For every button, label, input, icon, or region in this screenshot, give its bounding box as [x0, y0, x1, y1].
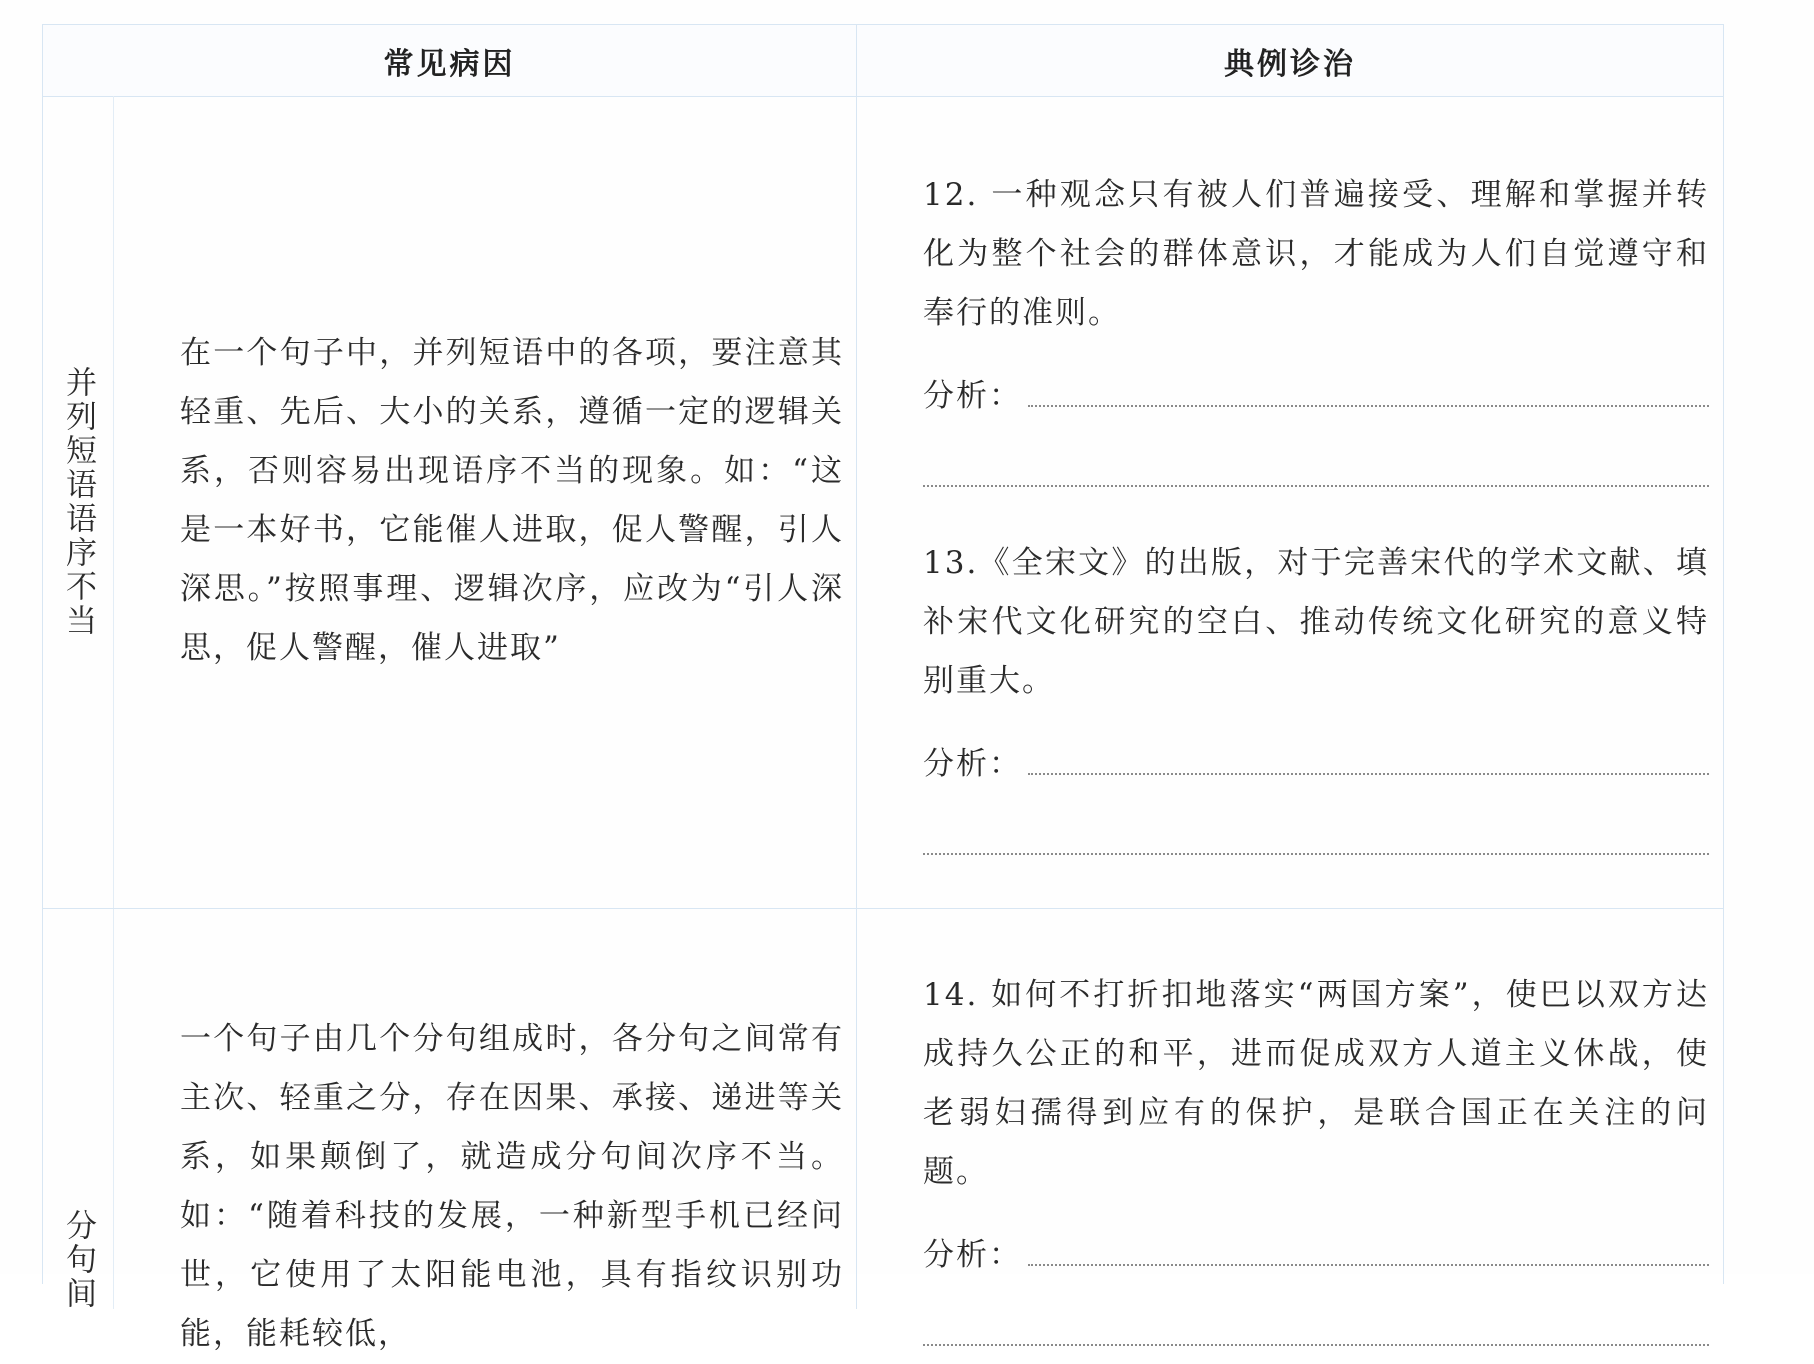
example-question: 13.《全宋文》的出版，对于完善宋代的学术文献、填补宋代文化研究的空白、推动传统文化研究的意义特别重大。	[923, 545, 1709, 699]
answer-line[interactable]	[923, 415, 1709, 487]
analysis-label: 分析：	[923, 1237, 1022, 1273]
answer-line[interactable]	[923, 1274, 1709, 1346]
explanation-cell	[114, 909, 857, 1352]
analysis-label: 分析：	[923, 378, 1022, 414]
category-cell	[43, 909, 114, 1309]
table-row	[43, 909, 1723, 1352]
answer-line[interactable]	[1028, 405, 1709, 407]
answer-line[interactable]	[923, 783, 1709, 855]
example-question: 14. 如何不打折扣地落实“两国方案”，使巴以双方达成持久公正的和平，进而促成双方人道主义休战，使老弱妇孺得到应有的保护，是联合国正在关注的问题。	[923, 977, 1709, 1190]
category-cell	[43, 96, 114, 908]
header-typical-examples: 典例诊治	[1224, 46, 1356, 82]
example-item	[923, 534, 1709, 855]
category-label: 分句间	[60, 1209, 96, 1311]
answer-line[interactable]	[1028, 773, 1709, 775]
header-common-causes: 常见病因	[43, 25, 857, 96]
analysis-label: 分析：	[923, 746, 1022, 782]
analysis-answer-field[interactable]	[923, 1224, 1709, 1274]
analysis-answer-field[interactable]	[923, 733, 1709, 783]
explanation-text: 一个句子由几个分句组成时，各分句之间常有主次、轻重之分，存在因果、承接、递进等关系，如果颠倒了，就造成分句间次序不当。如：“随着科技的发展，一种新型手机已经问世，它使用了太阳能电池，具有指纹识别功能，能耗较低，	[180, 1021, 844, 1352]
explanation-text: 在一个句子中，并列短语中的各项，要注意其轻重、先后、大小的关系，遵循一定的逻辑关系，否则容易出现语序不当的现象。如：“这是一本好书，它能催人进取，促人警醒，引人深思。”按照事理、逻辑次序，应改为“引人深思，促人警醒，催人进取”	[180, 335, 844, 666]
table-row	[43, 96, 1723, 909]
example-item	[923, 166, 1709, 487]
answer-line[interactable]	[1028, 1264, 1709, 1266]
error-analysis-table	[42, 24, 1724, 1352]
table-header	[43, 24, 1723, 97]
category-label: 并列短语语序不当	[60, 366, 96, 638]
analysis-answer-field[interactable]	[923, 365, 1709, 415]
examples-cell	[857, 96, 1723, 908]
example-item	[923, 966, 1709, 1346]
explanation-cell	[114, 96, 857, 908]
examples-cell	[857, 909, 1723, 1309]
example-question: 12. 一种观念只有被人们普遍接受、理解和掌握并转化为整个社会的群体意识，才能成为人们自觉遵守和奉行的准则。	[923, 177, 1709, 331]
